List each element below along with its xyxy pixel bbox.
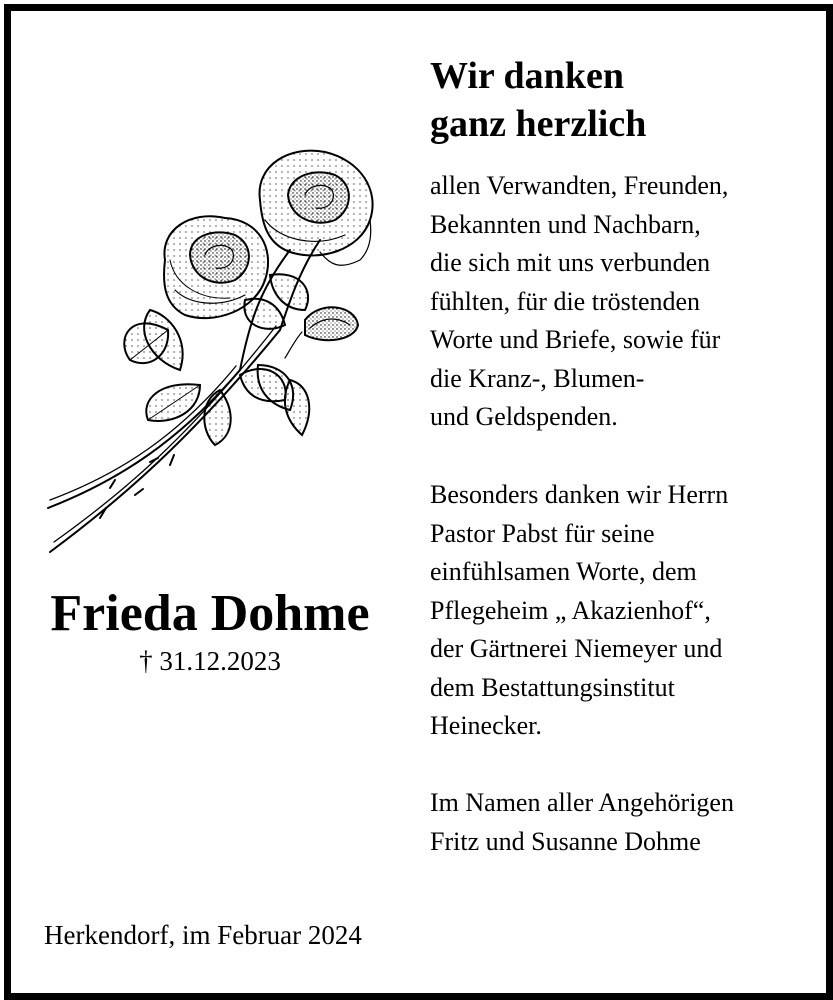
- heading-line: Wir danken: [430, 55, 624, 97]
- text-line: der Gärtnerei Niemeyer und: [430, 634, 723, 663]
- text-line: und Geldspenden.: [430, 402, 618, 431]
- place-and-date: Herkendorf, im Februar 2024: [44, 920, 362, 950]
- roses-illustration-icon: [40, 140, 400, 560]
- deceased-name: Frieda Dohme: [50, 585, 370, 642]
- signature-paragraph: [430, 784, 734, 861]
- text-line: die Kranz-, Blumen-: [430, 363, 645, 393]
- text-line: die sich mit uns verbunden: [430, 248, 711, 277]
- text-line: dem Bestattungsinstitut: [430, 672, 675, 702]
- text-line: Im Namen aller Angehörigen: [430, 788, 734, 817]
- text-line: Worte und Briefe, sowie für: [430, 325, 721, 354]
- text-line: Pastor Pabst für seine: [430, 518, 655, 548]
- heading-line: ganz herzlich: [430, 103, 647, 145]
- death-date: † 31.12.2023: [139, 646, 281, 676]
- text-line: allen Verwandten, Freunden,: [430, 171, 729, 200]
- text-line: Bekannten und Nachbarn,: [430, 209, 701, 239]
- text-line: Pflegeheim „ Akazienhof“,: [430, 595, 711, 625]
- thanks-paragraph: [430, 167, 728, 437]
- text-line: Besonders danken wir Herrn: [430, 480, 729, 509]
- text-line: fühlten, für die tröstenden: [430, 286, 701, 316]
- text-line: Fritz und Susanne Dohme: [430, 826, 701, 856]
- special-thanks-paragraph: [430, 476, 728, 746]
- text-line: einfühlsamen Worte, dem: [430, 557, 697, 586]
- text-line: Heinecker.: [430, 711, 542, 740]
- heading: [430, 52, 646, 148]
